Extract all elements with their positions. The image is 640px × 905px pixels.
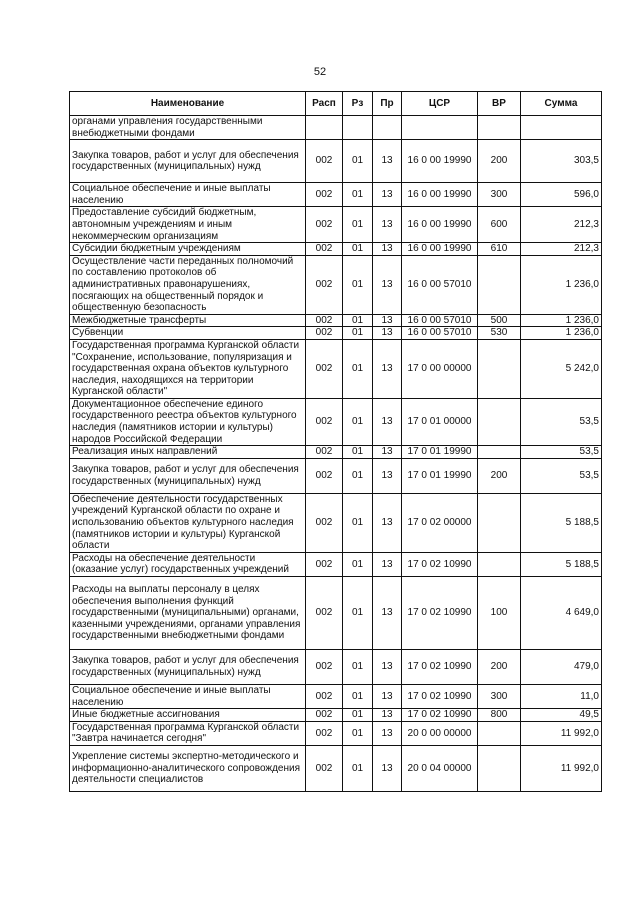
cell-vr (478, 255, 521, 314)
cell-sum: 212,3 (521, 243, 602, 256)
cell-csr: 17 0 02 10990 (402, 577, 478, 650)
cell-csr: 20 0 00 00000 (402, 721, 478, 745)
cell-rz: 01 (343, 140, 373, 183)
cell-rasp: 002 (306, 721, 343, 745)
cell-pr: 13 (373, 552, 402, 576)
cell-pr: 13 (373, 255, 402, 314)
cell-rasp: 002 (306, 314, 343, 327)
table-row (70, 207, 602, 243)
cell-rasp: 002 (306, 243, 343, 256)
cell-csr: 20 0 04 00000 (402, 745, 478, 791)
cell-csr: 16 0 00 19990 (402, 183, 478, 207)
cell-name: органами управления государственными внебюджетными фондами (70, 116, 306, 140)
cell-vr: 200 (478, 140, 521, 183)
cell-csr: 16 0 00 19990 (402, 140, 478, 183)
table-row (70, 140, 602, 183)
cell-rasp: 002 (306, 183, 343, 207)
cell-csr: 17 0 02 10990 (402, 709, 478, 722)
cell-sum: 4 649,0 (521, 577, 602, 650)
cell-csr: 17 0 01 00000 (402, 398, 478, 445)
cell-vr (478, 493, 521, 552)
cell-csr: 17 0 01 19990 (402, 458, 478, 493)
cell-csr: 16 0 00 57010 (402, 314, 478, 327)
cell-csr: 16 0 00 19990 (402, 207, 478, 243)
table-row (70, 183, 602, 207)
cell-pr: 13 (373, 709, 402, 722)
cell-vr (478, 398, 521, 445)
cell-name: Осуществление части переданных полномочий по составлению протоколов об административных правонарушениях, посягающих на общественный порядок и общественную безопасность (70, 255, 306, 314)
header-vr: ВР (478, 92, 521, 116)
cell-csr: 17 0 01 19990 (402, 446, 478, 459)
cell-name: Закупка товаров, работ и услуг для обеспечения государственных (муниципальных) нужд (70, 458, 306, 493)
cell-vr: 300 (478, 183, 521, 207)
table-row (70, 685, 602, 709)
cell-rasp: 002 (306, 398, 343, 445)
table-row (70, 709, 602, 722)
cell-sum: 1 236,0 (521, 255, 602, 314)
cell-sum: 596,0 (521, 183, 602, 207)
table-row (70, 243, 602, 256)
cell-sum: 53,5 (521, 458, 602, 493)
table-row (70, 493, 602, 552)
cell-csr: 17 0 02 10990 (402, 650, 478, 685)
cell-pr: 13 (373, 398, 402, 445)
cell-sum: 479,0 (521, 650, 602, 685)
table-row (70, 577, 602, 650)
cell-pr: 13 (373, 577, 402, 650)
cell-pr (373, 116, 402, 140)
cell-name: Социальное обеспечение и иные выплаты населению (70, 183, 306, 207)
cell-rz: 01 (343, 446, 373, 459)
cell-name: Субсидии бюджетным учреждениям (70, 243, 306, 256)
cell-rz: 01 (343, 183, 373, 207)
cell-name: Государственная программа Курганской области "Сохранение, использование, популяризация и государственная охрана объектов культурного наследия, находящихся на территории Курганской области" (70, 339, 306, 398)
cell-name: Закупка товаров, работ и услуг для обеспечения государственных (муниципальных) нужд (70, 140, 306, 183)
cell-pr: 13 (373, 650, 402, 685)
cell-name: Обеспечение деятельности государственных учреждений Курганской области по охране и использованию объектов культурного наследия (памятников истории и культуры) Курганской области (70, 493, 306, 552)
table-header-row (70, 92, 602, 116)
cell-rz: 01 (343, 493, 373, 552)
cell-pr: 13 (373, 183, 402, 207)
table-row (70, 458, 602, 493)
cell-sum: 5 188,5 (521, 552, 602, 576)
table-row (70, 721, 602, 745)
cell-name: Предоставление субсидий бюджетным, автономным учреждениям и иным некоммерческим организациям (70, 207, 306, 243)
cell-vr: 530 (478, 327, 521, 340)
cell-pr: 13 (373, 207, 402, 243)
cell-rasp: 002 (306, 709, 343, 722)
cell-vr: 100 (478, 577, 521, 650)
cell-name: Документационное обеспечение единого государственного реестра объектов культурного наследия (памятников истории и культуры) народов Российской Федерации (70, 398, 306, 445)
table-row (70, 650, 602, 685)
cell-name: Иные бюджетные ассигнования (70, 709, 306, 722)
cell-vr: 200 (478, 458, 521, 493)
cell-rasp: 002 (306, 207, 343, 243)
cell-name: Закупка товаров, работ и услуг для обеспечения государственных (муниципальных) нужд (70, 650, 306, 685)
cell-sum: 1 236,0 (521, 327, 602, 340)
cell-rz: 01 (343, 685, 373, 709)
cell-vr (478, 552, 521, 576)
cell-sum: 5 188,5 (521, 493, 602, 552)
table-row (70, 745, 602, 791)
header-csr: ЦСР (402, 92, 478, 116)
table-row (70, 116, 602, 140)
cell-vr: 800 (478, 709, 521, 722)
table-row (70, 327, 602, 340)
cell-rasp: 002 (306, 493, 343, 552)
cell-rz: 01 (343, 327, 373, 340)
cell-rz: 01 (343, 314, 373, 327)
cell-rz: 01 (343, 458, 373, 493)
cell-csr: 17 0 02 10990 (402, 552, 478, 576)
cell-rasp: 002 (306, 255, 343, 314)
cell-csr: 17 0 02 00000 (402, 493, 478, 552)
header-sum: Сумма (521, 92, 602, 116)
cell-csr: 16 0 00 19990 (402, 243, 478, 256)
table-row (70, 446, 602, 459)
header-rz: Рз (343, 92, 373, 116)
table-row (70, 398, 602, 445)
cell-rasp (306, 116, 343, 140)
cell-rasp: 002 (306, 745, 343, 791)
cell-csr: 17 0 00 00000 (402, 339, 478, 398)
cell-pr: 13 (373, 493, 402, 552)
cell-rasp: 002 (306, 446, 343, 459)
cell-csr: 16 0 00 57010 (402, 255, 478, 314)
cell-vr (478, 446, 521, 459)
cell-vr (478, 116, 521, 140)
cell-pr: 13 (373, 685, 402, 709)
cell-sum: 303,5 (521, 140, 602, 183)
cell-name: Расходы на обеспечение деятельности (оказание услуг) государственных учреждений (70, 552, 306, 576)
cell-rz: 01 (343, 745, 373, 791)
cell-rz: 01 (343, 255, 373, 314)
cell-pr: 13 (373, 314, 402, 327)
cell-vr: 300 (478, 685, 521, 709)
page-number: 52 (313, 66, 327, 78)
cell-csr: 16 0 00 57010 (402, 327, 478, 340)
cell-sum: 49,5 (521, 709, 602, 722)
cell-vr: 600 (478, 207, 521, 243)
cell-vr: 200 (478, 650, 521, 685)
cell-sum: 1 236,0 (521, 314, 602, 327)
cell-rasp: 002 (306, 552, 343, 576)
cell-rasp: 002 (306, 458, 343, 493)
header-pr: Пр (373, 92, 402, 116)
cell-name: Государственная программа Курганской области "Завтра начинается сегодня" (70, 721, 306, 745)
header-name: Наименование (70, 92, 306, 116)
cell-sum: 5 242,0 (521, 339, 602, 398)
cell-rz: 01 (343, 243, 373, 256)
cell-rasp: 002 (306, 650, 343, 685)
cell-rz: 01 (343, 709, 373, 722)
cell-rasp: 002 (306, 327, 343, 340)
cell-vr (478, 721, 521, 745)
cell-vr (478, 339, 521, 398)
cell-name: Укрепление системы экспертно-методического и информационно-аналитического сопровождения деятельности специалистов (70, 745, 306, 791)
budget-table (69, 91, 602, 792)
cell-name: Межбюджетные трансферты (70, 314, 306, 327)
table-row (70, 339, 602, 398)
cell-rasp: 002 (306, 577, 343, 650)
cell-rasp: 002 (306, 140, 343, 183)
cell-pr: 13 (373, 140, 402, 183)
table-row (70, 552, 602, 576)
cell-vr: 610 (478, 243, 521, 256)
cell-pr: 13 (373, 339, 402, 398)
cell-vr (478, 745, 521, 791)
cell-pr: 13 (373, 327, 402, 340)
cell-sum: 53,5 (521, 446, 602, 459)
cell-name: Расходы на выплаты персоналу в целях обеспечения выполнения функций государственными (муниципальными) органами, казенными учреждениями, органами управления государственными внебюджетными фондами (70, 577, 306, 650)
cell-rz: 01 (343, 398, 373, 445)
cell-sum: 11 992,0 (521, 745, 602, 791)
cell-rz: 01 (343, 577, 373, 650)
table-row (70, 255, 602, 314)
cell-vr: 500 (478, 314, 521, 327)
header-rasp: Расп (306, 92, 343, 116)
cell-rz: 01 (343, 339, 373, 398)
cell-name: Социальное обеспечение и иные выплаты населению (70, 685, 306, 709)
cell-pr: 13 (373, 458, 402, 493)
table-body (70, 116, 602, 792)
cell-csr: 17 0 02 10990 (402, 685, 478, 709)
cell-rz: 01 (343, 552, 373, 576)
cell-sum: 11,0 (521, 685, 602, 709)
cell-name: Субвенции (70, 327, 306, 340)
cell-name: Реализация иных направлений (70, 446, 306, 459)
table-row (70, 314, 602, 327)
cell-rz: 01 (343, 650, 373, 685)
cell-sum: 53,5 (521, 398, 602, 445)
cell-rz: 01 (343, 721, 373, 745)
cell-csr (402, 116, 478, 140)
cell-pr: 13 (373, 745, 402, 791)
cell-rasp: 002 (306, 685, 343, 709)
cell-sum: 11 992,0 (521, 721, 602, 745)
cell-sum: 212,3 (521, 207, 602, 243)
cell-rz: 01 (343, 207, 373, 243)
cell-pr: 13 (373, 721, 402, 745)
cell-sum (521, 116, 602, 140)
cell-pr: 13 (373, 243, 402, 256)
cell-rasp: 002 (306, 339, 343, 398)
cell-pr: 13 (373, 446, 402, 459)
cell-rz (343, 116, 373, 140)
